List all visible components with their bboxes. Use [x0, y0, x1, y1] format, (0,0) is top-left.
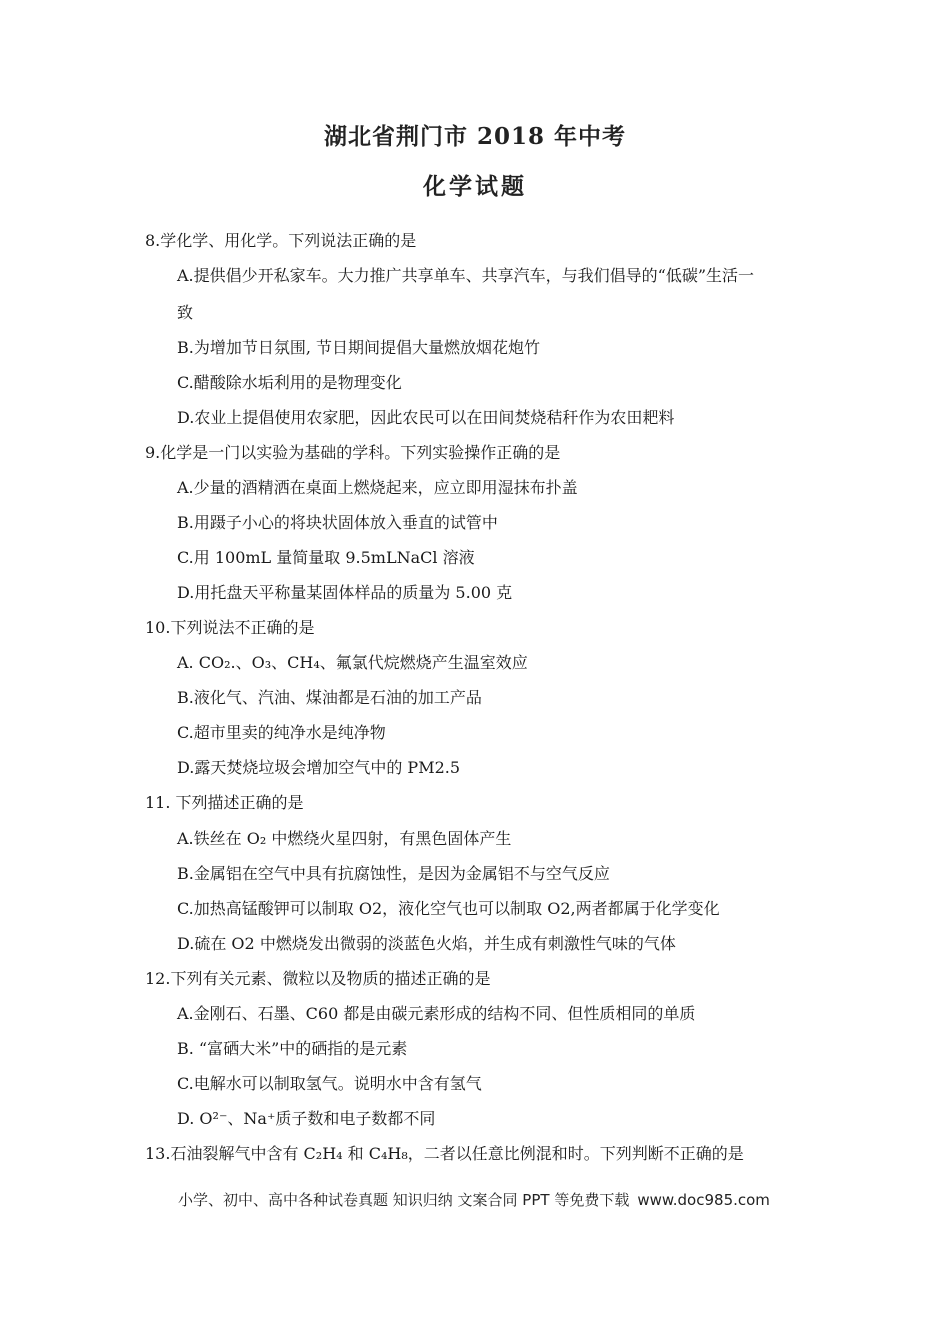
question-option: D.硫在 O2 中燃烧发出微弱的淡蓝色火焰，并生成有刺激性气味的气体 — [177, 934, 676, 953]
question-stem: 12.下列有关元素、微粒以及物质的描述正确的是 — [145, 969, 491, 988]
question-option: A. CO₂.、O₃、CH₄、氟氯代烷燃烧产生温室效应 — [177, 653, 528, 672]
question-option: D.露天焚烧垃圾会增加空气中的 PM2.5 — [177, 758, 461, 777]
question-stem: 10.下列说法不正确的是 — [145, 618, 315, 637]
question-option: B. “富硒大米”中的硒指的是元素 — [177, 1039, 408, 1058]
question-option: A.铁丝在 O₂ 中燃绕火星四射，有黑色固体产生 — [177, 829, 512, 848]
question-option: C.用 100mL 量简量取 9.5mLNaCl 溶液 — [177, 548, 475, 567]
question-option: D.用托盘天平称量某固体样品的质量为 5.00 克 — [177, 583, 513, 602]
question-option: C.电解水可以制取氢气。说明水中含有氢气 — [177, 1074, 482, 1093]
page-subtitle: 化学试题 — [423, 173, 527, 200]
footer-text: 小学、初中、高中各种试卷真题 知识归纳 文案合同 PPT 等免费下载 — [178, 1191, 630, 1209]
question-option: C.超市里卖的纯净水是纯净物 — [177, 723, 386, 742]
question-option: D.农业上提倡使用农家肥，因此农民可以在田间焚烧秸秆作为农田耙料 — [177, 408, 675, 427]
question-option: A.少量的酒精洒在桌面上燃烧起来，应立即用湿抹布扑盖 — [177, 478, 578, 497]
question-option: B.液化气、汽油、煤油都是石油的加工产品 — [177, 688, 482, 707]
question-option: B.为增加节日氛围, 节日期间提倡大量燃放烟花炮竹 — [177, 338, 541, 357]
question-option: C.加热高锰酸钾可以制取 O2，液化空气也可以制取 O2,两者都属于化学变化 — [177, 899, 720, 918]
question-option: C.醋酸除水垢利用的是物理变化 — [177, 373, 402, 392]
page-footer — [178, 1189, 770, 1210]
question-option: A.提供倡少开私家车。大力推广共享单车、共享汽车，与我们倡导的“低碳”生活一 — [177, 266, 755, 285]
page-title: 湖北省荆门市 2018 年中考 — [323, 123, 627, 150]
question-stem: 11. 下列描述正确的是 — [145, 793, 304, 812]
question-option: B.金属铝在空气中具有抗腐蚀性，是因为金属铝不与空气反应 — [177, 864, 610, 883]
question-stem: 9.化学是一门以实验为基础的学科。下列实验操作正确的是 — [145, 443, 561, 462]
question-option: A.金刚石、石墨、C60 都是由碳元素形成的结构不同、但性质相同的单质 — [177, 1004, 696, 1023]
question-stem: 13.石油裂解气中含有 C₂H₄ 和 C₄H₈，二者以任意比例混和时。下列判断不正确的是 — [145, 1144, 744, 1163]
question-option: B.用蹑子小心的将块状固体放入垂直的试管中 — [177, 513, 498, 532]
footer-link[interactable]: www.doc985.com — [637, 1191, 770, 1209]
question-option: D. O²⁻、Na⁺质子数和电子数都不同 — [177, 1109, 436, 1128]
question-stem: 8.学化学、用化学。下列说法正确的是 — [145, 231, 417, 250]
question-option: 致 — [177, 303, 194, 322]
